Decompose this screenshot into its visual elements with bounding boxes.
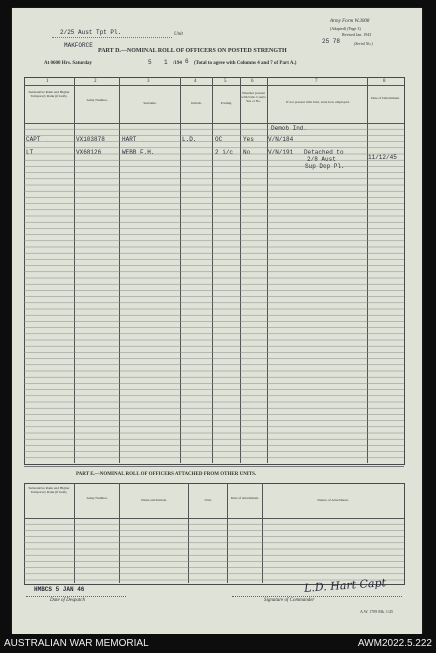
date-month: 1 xyxy=(164,59,168,66)
unit-value: 2/25 Aust Tpt Pl. xyxy=(60,29,122,36)
despatch-date: HMBCS 5 JAN 46 xyxy=(34,586,85,593)
army-form-label: Army Form W.3008 xyxy=(330,19,370,24)
part-e-ruled-lines xyxy=(24,518,404,583)
part-e-col-header-army-number: Army Number. xyxy=(86,496,108,500)
serial-label: (Serial No.) xyxy=(354,41,373,46)
col-header-army-number: Army Number. xyxy=(86,98,108,102)
despatch-label: Date of Despatch xyxy=(50,598,85,603)
part-e-col-header-name: Name and Initials. xyxy=(141,498,167,502)
col-header-posting: Posting. xyxy=(220,101,233,105)
year-digit: 6 xyxy=(185,58,189,65)
form-code: A.W. 1709 Mk. 1/45 xyxy=(360,609,393,614)
archive-name: AUSTRALIAN WAR MEMORIAL xyxy=(4,638,149,649)
row2-employed-line1: Detached to xyxy=(304,149,344,156)
signature-label: Signature of Commander xyxy=(264,598,315,603)
col-header-date: Date of Detachment. xyxy=(370,96,401,100)
row2-rank: LT xyxy=(26,149,34,156)
accession-number: AWM2022.5.222 xyxy=(357,638,432,649)
part-e-col-header-unit: Unit. xyxy=(204,498,212,502)
adapted-label: (Adapted) (Page 3) xyxy=(330,26,361,31)
part-e-col-header-date: Date of Attachment. xyxy=(230,496,260,500)
part-e-col-header-nature: Nature of Attachment. xyxy=(317,498,349,502)
demob-index-label: Demob Ind. xyxy=(271,125,308,132)
col-number-6: 6 xyxy=(251,79,254,84)
row2-date: 11/12/45 xyxy=(368,154,397,161)
year-prefix: /194 xyxy=(173,61,182,66)
col-number-7: 7 xyxy=(315,79,318,84)
col-header-employed: If not present with Unit, state how employed. xyxy=(286,100,350,104)
row1-present: Yes xyxy=(243,136,254,143)
unit-underline xyxy=(52,37,172,38)
row2-demob: V/N/191 xyxy=(268,149,294,156)
part-e-col-header-rank: Substantive Rank and Higher Temporary Rank (if held). xyxy=(28,486,70,494)
number-row-line xyxy=(24,85,404,86)
row1-demob: V/N/184 xyxy=(268,136,294,143)
col-header-rank: Substantive Rank and Higher Temporary Rank (if held). xyxy=(28,90,70,98)
row2-employed-line3: Sup Dep Pl. xyxy=(305,163,345,170)
col-header-present: Whether present with Unit. Courts Yes or No. xyxy=(241,91,266,103)
row2-army-number: VX68126 xyxy=(76,149,102,156)
part-d-title: PART D.—NOMINAL ROLL OF OFFICERS ON POSTED STRENGTH xyxy=(98,48,287,54)
col-number-1: 1 xyxy=(46,79,49,84)
revised-label: Revised Jan. 1943 xyxy=(342,32,372,37)
col-number-2: 2 xyxy=(94,79,97,84)
unit-label: Unit xyxy=(174,32,183,37)
archive-caption-bar xyxy=(0,634,436,653)
row1-rank: CAPT xyxy=(26,136,41,143)
row1-surname: HART xyxy=(122,136,137,143)
col-number-4: 4 xyxy=(194,79,197,84)
part-d-ruled-lines xyxy=(24,123,404,463)
part-e-top-rule xyxy=(24,466,404,467)
date-day: 5 xyxy=(148,59,152,66)
row1-army-number: VX103878 xyxy=(76,136,105,143)
force-name: MAKFORCE xyxy=(64,42,93,49)
row2-employed-line2: 2/8 Aust xyxy=(307,156,336,163)
row1-posting: OC xyxy=(215,136,223,143)
col-number-8: 8 xyxy=(383,79,386,84)
serial-value: 25 78 xyxy=(322,38,341,45)
at-text: At 0600 Hrs. Saturday xyxy=(44,61,93,66)
row2-posting: 2 i/c xyxy=(215,149,234,156)
commander-signature: L.D. Hart Capt xyxy=(303,576,387,595)
row2-surname: WEBB F.H. xyxy=(122,149,155,156)
col-number-5: 5 xyxy=(224,79,227,84)
row1-initials: L.D. xyxy=(182,136,197,143)
total-note: (Total to agree with Columns 4 and 7 of Part A.) xyxy=(194,61,297,66)
col-number-3: 3 xyxy=(147,79,150,84)
col-header-surname: Surname. xyxy=(143,101,157,105)
despatch-underline xyxy=(26,596,126,597)
signature-underline xyxy=(232,596,402,597)
document-page xyxy=(12,8,422,634)
part-e-title: PART E.—NOMINAL ROLL OF OFFICERS ATTACHED FROM OTHER UNITS. xyxy=(76,472,257,477)
col-header-initials: Initials. xyxy=(191,101,202,105)
row2-present: No xyxy=(243,149,251,156)
